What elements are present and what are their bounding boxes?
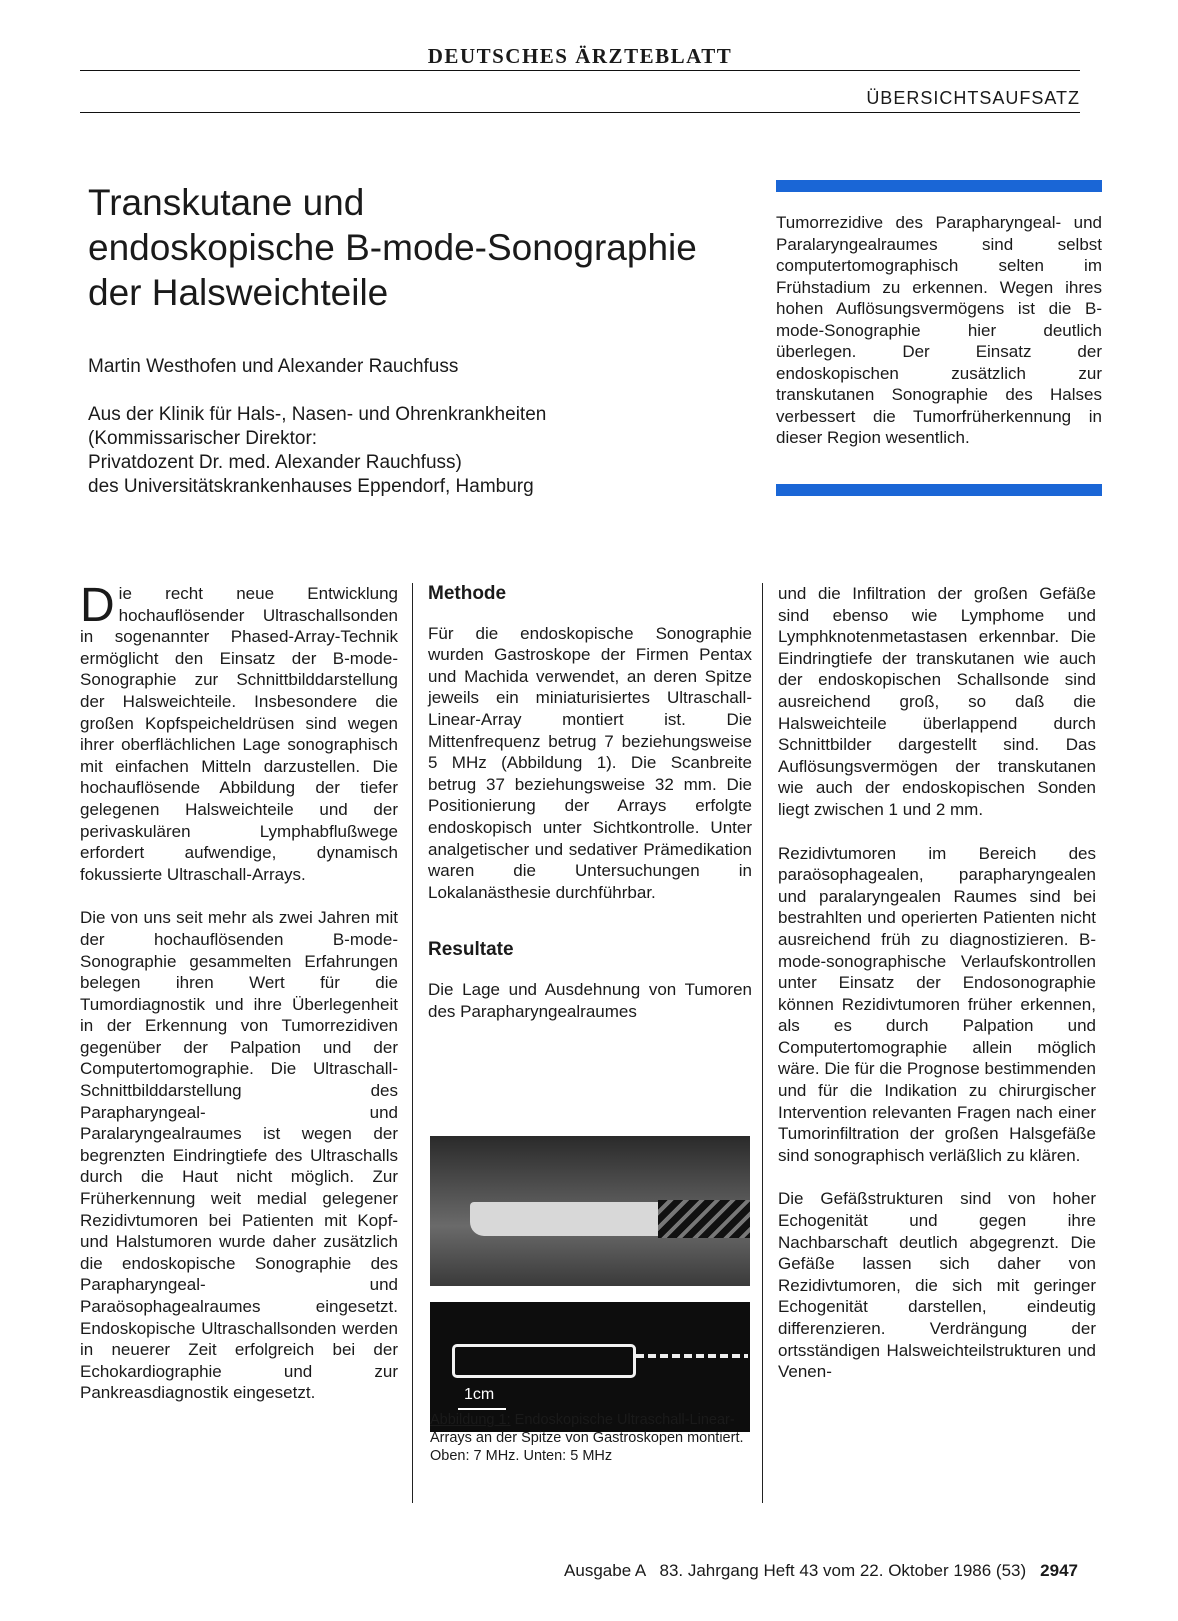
- scale-arrow-icon: [458, 1408, 506, 1410]
- abstract-bottom-bar: [776, 484, 1102, 496]
- affiliation: [88, 403, 546, 499]
- column-1: [80, 579, 398, 1426]
- authors: Martin Westhofen und Alexander Rauchfuss: [88, 356, 459, 377]
- title-line: endoskopische B-mode-Sonographie: [88, 227, 697, 268]
- figure-1: [430, 1136, 750, 1432]
- abstract-top-bar: [776, 180, 1102, 192]
- affiliation-line: (Kommissarischer Direktor:: [88, 428, 318, 449]
- probe-outline: [452, 1344, 636, 1378]
- scale-label: 1cm: [464, 1386, 495, 1403]
- page-footer: [564, 1561, 1078, 1581]
- figure-caption: [430, 1411, 754, 1465]
- probe-shape: [470, 1202, 660, 1236]
- title-line: Transkutane und: [88, 182, 365, 223]
- page-number: 2947: [1040, 1561, 1078, 1580]
- caption-label: Abbildung 1:: [430, 1412, 511, 1428]
- paragraph: und die Infiltration der großen Gefäße sind ebenso wie Lymphome und Lymphknotenmetastasen erkennbar. Die Eindringtiefe der transkutanen wie auch der endoskopischen Schallsonde sind ausreichend groß, so daß die Halsweichteile überlappend durch Schnittbilder dargestellt sind. Das Auflösungsvermögen der transkutanen wie auch der endoskopischen Sonden liegt zwischen 1 und 2 mm.: [778, 584, 1096, 819]
- paragraph: Für die endoskopische Sonographie wurden Gastroskope der Firmen Pentax und Machida verwendet, an deren Spitze jeweils ein miniaturisiertes Ultraschall-Linear-Array montiert ist. Die Mittenfrequenz betrug 7 beziehungsweise 5 MHz (Abbildung 1). Die Scanbreite betrug 37 beziehungsweise 32 mm. Die Positionierung der Arrays erfolgte endoskopisch unter Sichtkontrolle. Unter analgetischer und sedativer Prämedikation waren die Untersuchungen in Lokalanästhesie durchführbar.: [428, 623, 752, 902]
- paragraph: Die Gefäßstrukturen sind von hoher Echogenität und gegen ihre Nachbarschaft deutlich abgegrenzt. Die Gefäße lassen sich daher von Rezidivtumoren, die sich mit geringer Echogenität darstellen, eindeutig differenzieren. Verdrängung der ortsständigen Halsweichteilstrukturen und Venen-: [778, 1189, 1096, 1382]
- paragraph-text: ie recht neue Entwicklung hochauflösender Ultraschallsonden in sogenannter Phased-Array-Technik ermöglicht den Einsatz der B-mode-Sonographie zur Schnittbilddarstellung der Halsweichteile. Insbesondere die großen Kopfspeicheldrüsen sind wegen ihrer oberflächlichen Lage sonographisch mit einfachen Mitteln darzustellen. Die hochauflösende Abbildung der tiefer gelegenen Halsweichteile und der perivaskulären Lymphabflußwege erfordert aufwendige, dynamisch fokussierte Ultraschall-Arrays.: [80, 584, 398, 884]
- figure-photo-top: [430, 1136, 750, 1286]
- section-heading-methode: Methode: [428, 583, 507, 604]
- title-line: der Halsweichteile: [88, 272, 389, 313]
- section-label: ÜBERSICHTSAUFSATZ: [866, 88, 1080, 108]
- drop-cap: D: [80, 579, 115, 632]
- paragraph: Die von uns seit mehr als zwei Jahren mit der hochauflösenden B-mode-Sonographie gesammelten Erfahrungen belegen ihren Wert für die Tumordiagnostik und ihre Überlegenheit in der Erkennung von Tumorrezidiven gegenüber der Palpation und der Computertomographie. Die Ultraschall-Schnittbilddarstellung des Parapharyngeal- und Paralaryngealraumes ist wegen der begrenzten Eindringtiefe des Ultraschalls durch die Haut nicht möglich. Zur Früherkennung weit medial gelegener Rezidivtumoren bei Patienten mit Kopf- und Halstumoren wurde daher zusätzlich die endoskopische Sonographie des Parapharyngeal- und Paraösophagealraumes eingesetzt. Endoskopische Ultraschallsonden werden in neuerer Zeit erfolgreich bei der Echokardiographie und zur Pankreasdiagnostik eingesetzt.: [80, 908, 398, 1403]
- caption-text: Endoskopische Ultraschall-Linear-Arrays an der Spitze von Gastroskopen montiert. Oben: 7 MHz. Unten: 5 MHz: [430, 1412, 744, 1464]
- paragraph: Die Lage und Ausdehnung von Tumoren des Parapharyngealraumes: [428, 979, 752, 1021]
- paragraph: [80, 579, 398, 885]
- section-heading-resultate: Resultate: [428, 939, 514, 961]
- column-2: [428, 583, 752, 1044]
- masthead-rule: [80, 70, 1080, 71]
- section-rule: [80, 112, 1080, 113]
- affiliation-line: Privatdozent Dr. med. Alexander Rauchfuss): [88, 452, 462, 473]
- column-divider: [412, 583, 413, 1503]
- cable-outline: [636, 1354, 748, 1358]
- issue-info: Ausgabe A 83. Jahrgang Heft 43 vom 22. Oktober 1986 (53): [564, 1561, 1027, 1580]
- column-3: [778, 583, 1096, 1405]
- masthead: DEUTSCHES ÄRZTEBLATT: [427, 44, 733, 68]
- cable-shape: [658, 1200, 750, 1238]
- affiliation-line: des Universitätskrankenhauses Eppendorf, Hamburg: [88, 476, 534, 497]
- paragraph: Rezidivtumoren im Bereich des paraösophagealen, parapharyngealen und paralaryngealen Raumes sind bei bestrahlten und operierten Patienten nicht ausreichend früh zu diagnostizieren. B-mode-sonographische Verlaufskontrollen unter Einsatz der Endosonographie können Rezidivtumoren früher erkennen, als es durch Palpation und Computertomographie allein möglich wäre. Die für die Prognose bestimmenden und für die Indikation zu chirurgischer Intervention relevanten Fragen nach einer Tumorinfiltration der großen Halsgefäße sind sonographisch verläßlich zu klären.: [778, 843, 1096, 1165]
- column-divider: [762, 583, 763, 1503]
- abstract: Tumorrezidive des Parapharyngeal- und Paralaryngealraumes sind selbst computertomographisch selten im Frühstadium zu erkennen. Wegen ihres hohen Auflösungsvermögens ist die B-mode-Sonographie hier deutlich überlegen. Der Einsatz der endoskopischen zusätzlich zur transkutanen Sonographie des Halses verbessert die Tumorfrüherkennung in dieser Region wesentlich.: [776, 213, 1102, 447]
- affiliation-line: Aus der Klinik für Hals-, Nasen- und Ohrenkrankheiten: [88, 404, 547, 425]
- article-title: [88, 180, 768, 315]
